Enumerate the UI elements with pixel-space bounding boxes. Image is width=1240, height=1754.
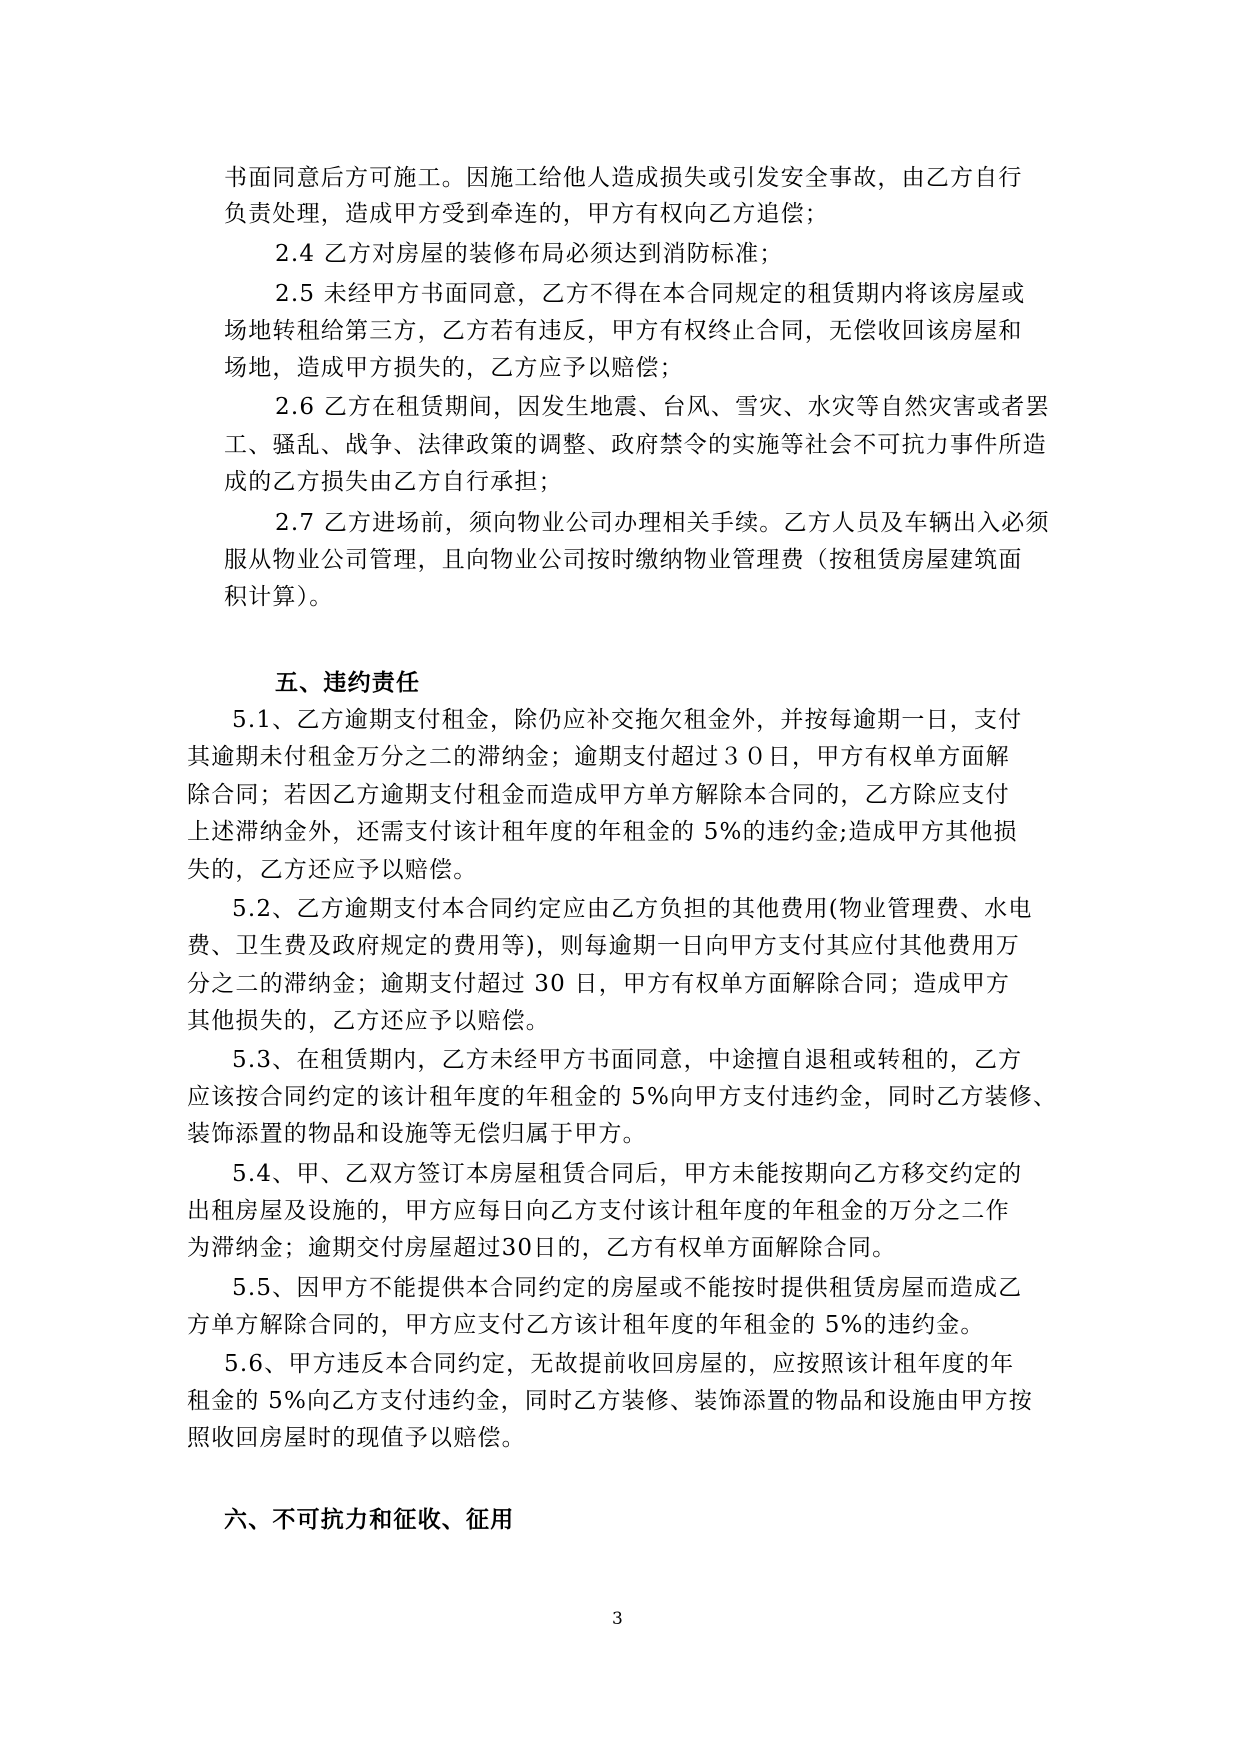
paragraph-line: 照收回房屋时的现值予以赔偿。 [187,1425,526,1451]
paragraph-line: 5.2、乙方逾期支付本合同约定应由乙方负担的其他费用(物业管理费、水电 [232,896,1033,922]
paragraph-line: 成的乙方损失由乙方自行承担； [224,469,563,495]
page-number: 3 [612,1609,623,1629]
paragraph-line: 2.4 乙方对房屋的装修布局必须达到消防标准； [275,241,784,267]
paragraph-line: 工、骚乱、战争、法律政策的调整、政府禁令的实施等社会不可抗力事件所造 [224,432,1047,458]
paragraph-line: 书面同意后方可施工。因施工给他人造成损失或引发安全事故，由乙方自行 [224,165,1023,191]
paragraph-line: 2.7 乙方进场前，须向物业公司办理相关手续。乙方人员及车辆出入必须 [275,510,1050,536]
paragraph-line: 服从物业公司管理，且向物业公司按时缴纳物业管理费（按租赁房屋建筑面 [224,547,1023,573]
paragraph-line: 5.5、因甲方不能提供本合同约定的房屋或不能按时提供租赁房屋而造成乙 [232,1275,1023,1301]
paragraph-line: 费、卫生费及政府规定的费用等)，则每逾期一日向甲方支付其应付其他费用万 [187,933,1020,959]
paragraph-line: 为滞纳金；逾期交付房屋超过30日的，乙方有权单方面解除合同。 [187,1235,897,1261]
paragraph-line: 5.4、甲、乙双方签订本房屋租赁合同后，甲方未能按期向乙方移交约定的 [232,1161,1023,1187]
section-heading: 五、违约责任 [275,669,421,696]
paragraph-line: 除合同；若因乙方逾期支付租金而造成甲方单方解除本合同的，乙方除应支付 [187,782,1010,808]
paragraph-line: 5.6、甲方违反本合同约定，无故提前收回房屋的，应按照该计租年度的年 [224,1351,1015,1377]
paragraph-line: 5.1、乙方逾期支付租金，除仍应补交拖欠租金外，并按每逾期一日，支付 [232,707,1023,733]
paragraph-line: 其逾期未付租金万分之二的滞纳金；逾期支付超过３０日，甲方有权单方面解 [187,744,1010,770]
paragraph-line: 积计算）。 [224,584,334,610]
paragraph-line: 方单方解除合同的，甲方应支付乙方该计租年度的年租金的 5%的违约金。 [187,1312,985,1338]
paragraph-line: 其他损失的，乙方还应予以赔偿。 [187,1008,550,1034]
section-heading: 六、不可抗力和征收、征用 [224,1506,515,1533]
paragraph-line: 租金的 5%向乙方支付违约金，同时乙方装修、装饰添置的物品和设施由甲方按 [187,1388,1033,1414]
paragraph-line: 2.6 乙方在租赁期间，因发生地震、台风、雪灾、水灾等自然灾害或者罢 [275,394,1050,420]
paragraph-line: 出租房屋及设施的，甲方应每日向乙方支付该计租年度的年租金的万分之二作 [187,1198,1010,1224]
paragraph-line: 2.5 未经甲方书面同意，乙方不得在本合同规定的租赁期内将该房屋或 [275,281,1026,307]
paragraph-line: 应该按合同约定的该计租年度的年租金的 5%向甲方支付违约金，同时乙方装修、 [187,1084,1058,1110]
paragraph-line: 场地转租给第三方，乙方若有违反，甲方有权终止合同，无偿收回该房屋和 [224,318,1023,344]
paragraph-line: 场地，造成甲方损失的，乙方应予以赔偿； [224,355,684,381]
paragraph-line: 装饰添置的物品和设施等无偿归属于甲方。 [187,1121,647,1147]
paragraph-line: 上述滞纳金外，还需支付该计租年度的年租金的 5%的违约金;造成甲方其他损 [187,819,1018,845]
paragraph-line: 5.3、在租赁期内，乙方未经甲方书面同意，中途擅自退租或转租的，乙方 [232,1047,1023,1073]
paragraph-line: 负责处理，造成甲方受到牵连的，甲方有权向乙方追偿； [224,201,829,227]
paragraph-line: 失的，乙方还应予以赔偿。 [187,857,478,883]
paragraph-line: 分之二的滞纳金；逾期支付超过 30 日，甲方有权单方面解除合同；造成甲方 [187,971,1011,997]
